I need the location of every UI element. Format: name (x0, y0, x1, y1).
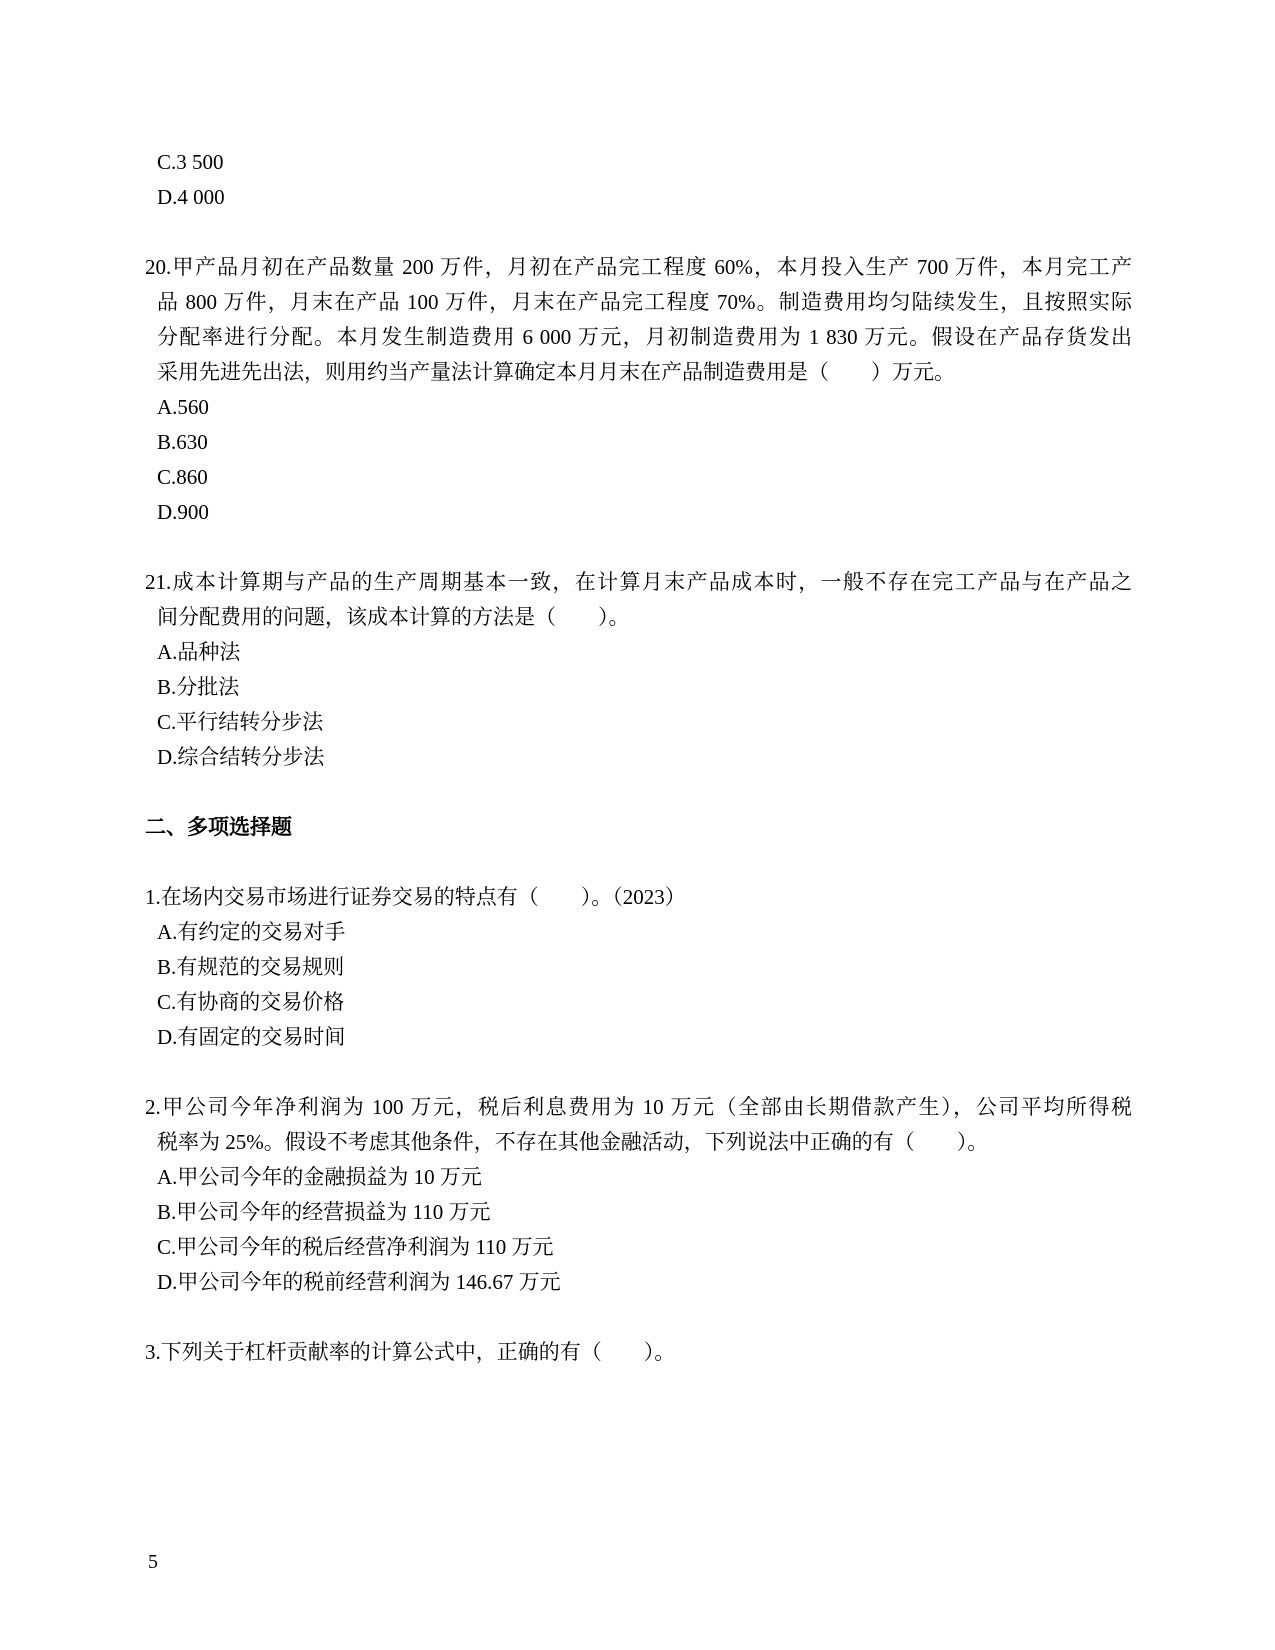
option-a: A.有约定的交易对手 (157, 920, 346, 944)
option-c: C.有协商的交易价格 (157, 990, 345, 1014)
question-20 (145, 250, 1132, 530)
question-m1 (145, 880, 1132, 1055)
option-a: A.品种法 (157, 640, 241, 664)
page-content (145, 145, 1132, 1370)
option-a: A.560 (157, 395, 209, 419)
option-d: D.4 000 (157, 185, 225, 209)
option-d: D.综合结转分步法 (157, 745, 325, 769)
option-b: B.甲公司今年的经营损益为 110 万元 (157, 1200, 491, 1224)
question-m2 (145, 1090, 1132, 1300)
question-line: 20.甲产品月初在产品数量 200 万件，月初在产品完工程度 60%，本月投入生产 700 万件，本月完工产 (145, 255, 1132, 279)
question-line: 税率为 25%。假设不考虑其他条件，不存在其他金融活动，下列说法中正确的有（ ）。 (157, 1130, 989, 1154)
question-line: 1.在场内交易市场进行证券交易的特点有（ ）。（2023） (145, 885, 686, 909)
question-line: 分配率进行分配。本月发生制造费用 6 000 万元，月初制造费用为 1 830 万元。假设在产品存货发出 (157, 325, 1132, 349)
question-line: 间分配费用的问题，该成本计算的方法是（ ）。 (157, 605, 630, 629)
option-c: C.3 500 (157, 150, 224, 174)
option-c: C.平行结转分步法 (157, 710, 324, 734)
option-d: D.甲公司今年的税前经营利润为 146.67 万元 (157, 1270, 561, 1294)
option-b: B.分批法 (157, 675, 240, 699)
question-line: 采用先进先出法，则用约当产量法计算确定本月月末在产品制造费用是（ ）万元。 (157, 360, 955, 384)
carryover-options (145, 145, 1132, 215)
question-m3 (145, 1335, 1132, 1370)
section-header-multiple-choice: 二、多项选择题 (145, 815, 292, 839)
question-line: 2.甲公司今年净利润为 100 万元，税后利息费用为 10 万元（全部由长期借款产生），公司平均所得税 (145, 1095, 1132, 1119)
option-b: B.有规范的交易规则 (157, 955, 345, 979)
question-line: 品 800 万件，月末在产品 100 万件，月末在产品完工程度 70%。制造费用均匀陆续发生，且按照实际 (157, 290, 1132, 314)
option-b: B.630 (157, 430, 208, 454)
question-line: 3.下列关于杠杆贡献率的计算公式中，正确的有（ ）。 (145, 1340, 676, 1364)
option-a: A.甲公司今年的金融损益为 10 万元 (157, 1165, 482, 1189)
page-number: 5 (148, 1551, 158, 1573)
option-c: C.甲公司今年的税后经营净利润为 110 万元 (157, 1235, 554, 1259)
option-d: D.有固定的交易时间 (157, 1025, 346, 1049)
question-21 (145, 565, 1132, 775)
question-line: 21.成本计算期与产品的生产周期基本一致，在计算月末产品成本时，一般不存在完工产品与在产品之 (145, 570, 1132, 594)
option-d: D.900 (157, 500, 209, 524)
option-c: C.860 (157, 465, 208, 489)
